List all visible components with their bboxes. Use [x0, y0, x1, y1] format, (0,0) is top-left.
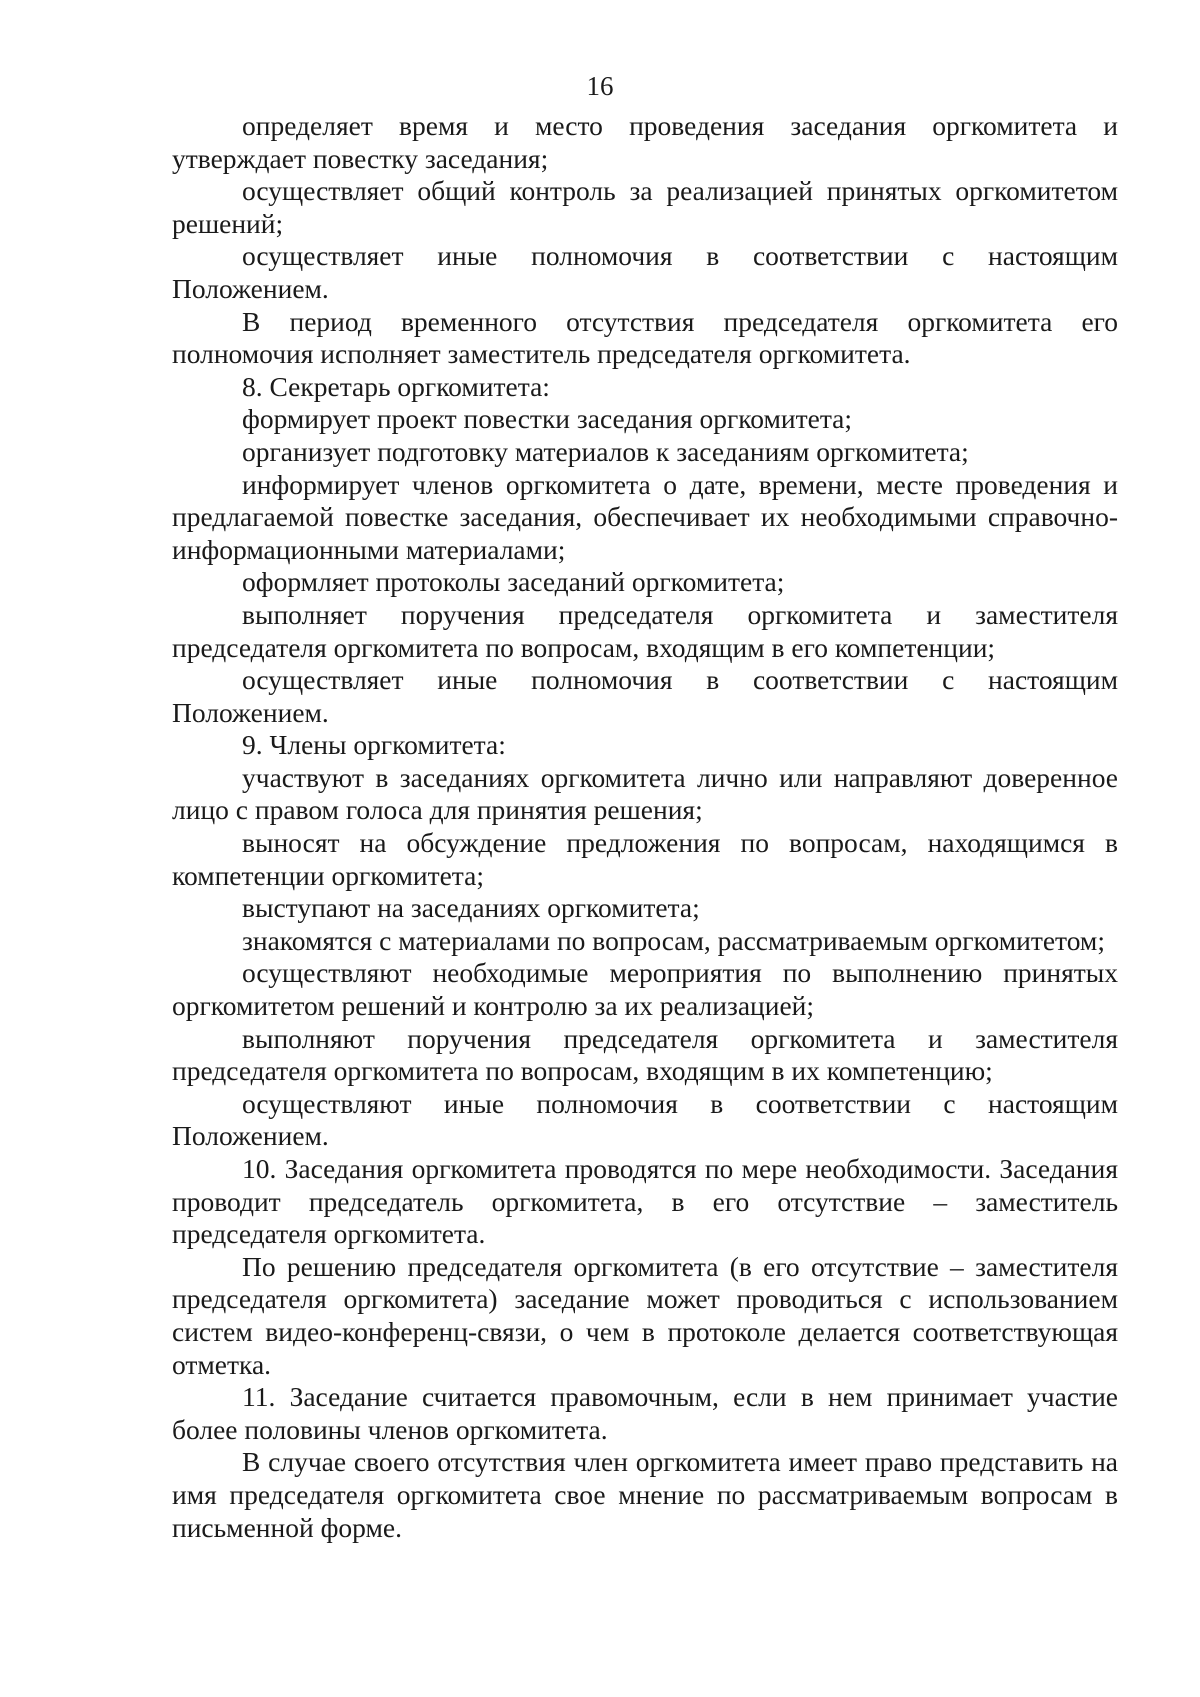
section-heading-9: 9. Члены оргкомитета:	[242, 729, 506, 761]
paragraph: выступают на заседаниях оргкомитета;	[242, 892, 700, 924]
paragraph: знакомятся с материалами по вопросам, рассматриваемым оргкомитетом;	[242, 924, 1105, 956]
paragraph: выполняют поручения председателя оргкомитета и заместителя председателя оргкомитета по вопросам, входящим в их компетенцию;	[172, 1022, 1118, 1087]
section-paragraph-11: 11. Заседание считается правомочным, если в нем принимает участие более половины членов оргкомитета.	[172, 1381, 1118, 1445]
paragraph: выносят на обсуждение предложения по вопросам, находящимся в компетенции оргкомитета;	[172, 827, 1118, 891]
paragraph: осуществляет общий контроль за реализацией принятых оргкомитетом решений;	[172, 175, 1118, 239]
paragraph: выполняет поручения председателя оргкомитета и заместителя председателя оргкомитета по вопросам, входящим в его компетенции;	[172, 598, 1118, 663]
paragraph: определяет время и место проведения заседания оргкомитета и утверждает повестку заседания;	[172, 110, 1118, 174]
page-number: 16	[586, 71, 614, 101]
paragraph: В период временного отсутствия председателя оргкомитета его полномочия исполняет заместитель председателя оргкомитета.	[172, 305, 1118, 370]
paragraph: осуществляют необходимые мероприятия по выполнению принятых оргкомитетом решений и контролю за их реализацией;	[172, 957, 1118, 1022]
paragraph: информирует членов оргкомитета о дате, времени, месте проведения и предлагаемой повестке заседания, обеспечивает их необходимыми справочно-информационными материалами;	[172, 468, 1118, 565]
paragraph: В случае своего отсутствия член оргкомитета имеет право представить на имя председателя оргкомитета свое мнение по рассматриваемым вопросам в письменной форме.	[172, 1446, 1118, 1543]
paragraph: участвуют в заседаниях оргкомитета лично или направляют доверенное лицо с правом голоса для принятия решения;	[172, 761, 1118, 826]
paragraph: осуществляет иные полномочия в соответствии с настоящим Положением.	[172, 240, 1118, 304]
section-paragraph-10: 10. Заседания оргкомитета проводятся по мере необходимости. Заседания проводит председатель оргкомитета, в его отсутствие – заместитель председателя оргкомитета.	[172, 1153, 1118, 1250]
section-heading-8: 8. Секретарь оргкомитета:	[242, 370, 550, 402]
paragraph: осуществляет иные полномочия в соответствии с настоящим Положением.	[172, 664, 1118, 728]
paragraph: осуществляют иные полномочия в соответствии с настоящим Положением.	[172, 1087, 1118, 1152]
paragraph: оформляет протоколы заседаний оргкомитета;	[242, 566, 785, 598]
document-body	[172, 110, 1118, 1544]
paragraph: формирует проект повестки заседания оргкомитета;	[242, 403, 853, 435]
paragraph: организует подготовку материалов к заседаниям оргкомитета;	[242, 435, 969, 467]
paragraph: По решению председателя оргкомитета (в его отсутствие – заместителя председателя оргкомитета) заседание может проводиться с использованием систем видео-конференц-связи, о чем в протоколе делается соответствующая отметка.	[172, 1250, 1118, 1380]
